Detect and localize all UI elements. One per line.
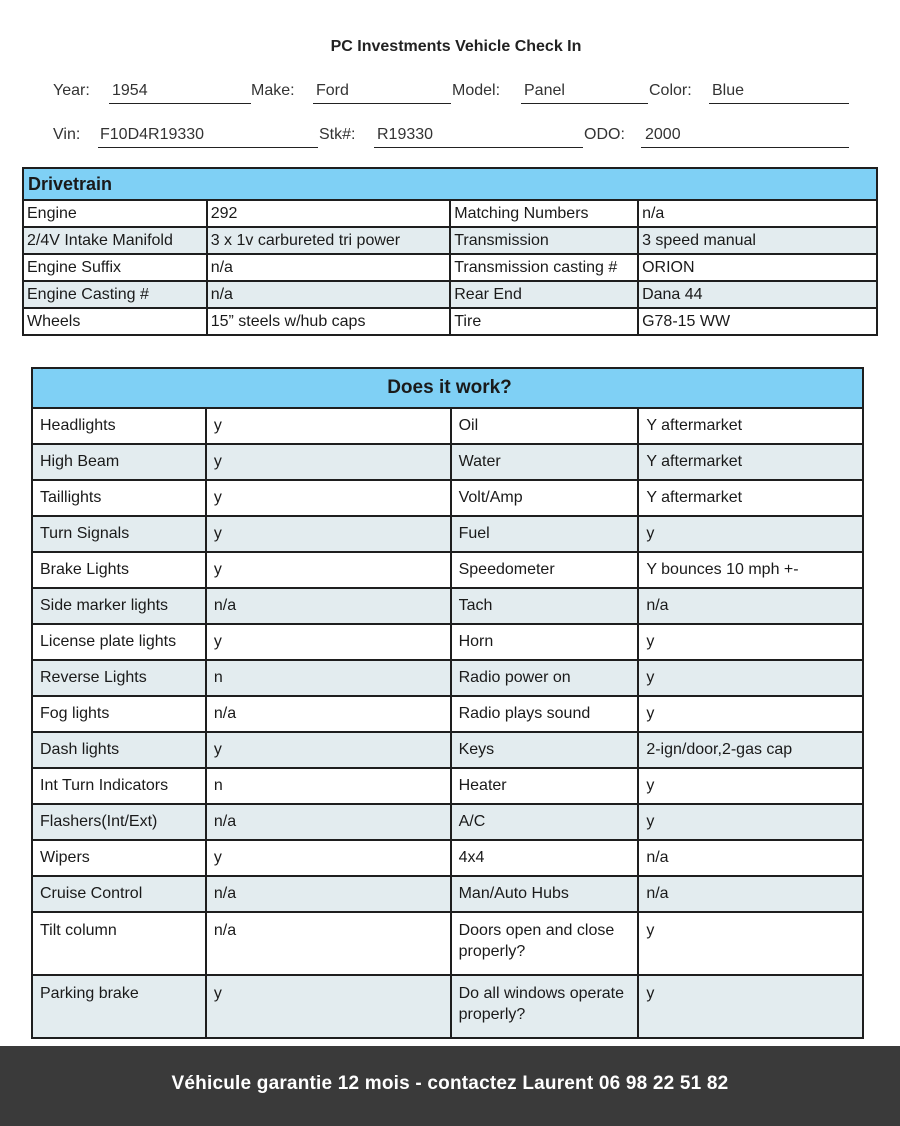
- works-item-label: Wipers: [32, 840, 206, 876]
- drivetrain-item-value-2: n/a: [638, 200, 877, 227]
- works-item-value-2: Y aftermarket: [638, 480, 863, 516]
- works-header-row: [32, 368, 863, 408]
- make-value: Ford: [316, 82, 349, 99]
- works-item-value: y: [206, 624, 451, 660]
- works-item-label-2: A/C: [451, 804, 639, 840]
- works-item-label: Taillights: [32, 480, 206, 516]
- table-row: [32, 408, 863, 444]
- drivetrain-item-label-2: Tire: [450, 308, 638, 335]
- make-underline: [313, 103, 451, 104]
- works-item-value: y: [206, 516, 451, 552]
- odo-label: ODO:: [584, 126, 625, 143]
- works-item-value-2: y: [638, 660, 863, 696]
- table-row: [23, 227, 877, 254]
- works-item-value: y: [206, 975, 451, 1038]
- document-title: PC Investments Vehicle Check In: [330, 38, 582, 55]
- drivetrain-item-label: Engine: [23, 200, 207, 227]
- works-item-label-2: Doors open and close properly?: [451, 912, 639, 975]
- stk-underline: [374, 147, 583, 148]
- works-item-value-2: y: [638, 516, 863, 552]
- drivetrain-item-label: Engine Casting #: [23, 281, 207, 308]
- table-row: [32, 660, 863, 696]
- works-item-value: n/a: [206, 804, 451, 840]
- works-item-value: y: [206, 480, 451, 516]
- works-item-value-2: y: [638, 912, 863, 975]
- works-item-value: y: [206, 552, 451, 588]
- works-item-value: y: [206, 840, 451, 876]
- stk-value: R19330: [377, 126, 434, 143]
- year-value: 1954: [112, 82, 148, 99]
- table-row: [23, 281, 877, 308]
- works-item-label-2: Tach: [451, 588, 639, 624]
- drivetrain-item-value: 15” steels w/hub caps: [207, 308, 451, 335]
- model-label: Model:: [452, 82, 501, 99]
- works-item-value: y: [206, 444, 451, 480]
- drivetrain-item-value: 3 x 1v carbureted tri power: [207, 227, 451, 254]
- drivetrain-item-label-2: Matching Numbers: [450, 200, 638, 227]
- drivetrain-item-label: Wheels: [23, 308, 207, 335]
- drivetrain-item-value-2: 3 speed manual: [638, 227, 877, 254]
- table-row: [32, 516, 863, 552]
- color-value: Blue: [712, 82, 745, 99]
- table-row: [32, 444, 863, 480]
- drivetrain-item-value-2: ORION: [638, 254, 877, 281]
- works-item-label: Cruise Control: [32, 876, 206, 912]
- table-row: [32, 975, 863, 1038]
- works-item-label-2: Oil: [451, 408, 639, 444]
- table-row: [32, 696, 863, 732]
- works-title: Does it work?: [32, 368, 863, 408]
- works-item-value-2: y: [638, 975, 863, 1038]
- works-item-label-2: 4x4: [451, 840, 639, 876]
- works-item-label-2: Water: [451, 444, 639, 480]
- table-row: [32, 768, 863, 804]
- drivetrain-item-label-2: Rear End: [450, 281, 638, 308]
- works-item-label: Dash lights: [32, 732, 206, 768]
- table-row: [32, 732, 863, 768]
- odo-value: 2000: [645, 126, 681, 143]
- works-item-label: Fog lights: [32, 696, 206, 732]
- make-label: Make:: [251, 82, 295, 99]
- works-item-value: n/a: [206, 696, 451, 732]
- works-item-label-2: Speedometer: [451, 552, 639, 588]
- works-item-value: y: [206, 732, 451, 768]
- works-item-label-2: Heater: [451, 768, 639, 804]
- vin-value: F10D4R19330: [100, 126, 205, 143]
- works-item-label-2: Radio plays sound: [451, 696, 639, 732]
- works-item-value-2: Y bounces 10 mph +-: [638, 552, 863, 588]
- drivetrain-item-label: Engine Suffix: [23, 254, 207, 281]
- table-row: [32, 588, 863, 624]
- table-row: [32, 552, 863, 588]
- table-row: [32, 912, 863, 975]
- vin-underline: [98, 147, 318, 148]
- works-item-value-2: y: [638, 804, 863, 840]
- does-it-work-table: [31, 367, 864, 1039]
- drivetrain-item-label: 2/4V Intake Manifold: [23, 227, 207, 254]
- drivetrain-item-value: n/a: [207, 281, 451, 308]
- model-underline: [521, 103, 648, 104]
- drivetrain-item-value-2: G78-15 WW: [638, 308, 877, 335]
- works-item-value-2: 2-ign/door,2-gas cap: [638, 732, 863, 768]
- works-item-value: n: [206, 768, 451, 804]
- works-item-value: n/a: [206, 876, 451, 912]
- footer-banner: Véhicule garantie 12 mois - contactez Laurent 06 98 22 51 82: [0, 1046, 900, 1126]
- model-value: Panel: [524, 82, 565, 99]
- table-row: [32, 804, 863, 840]
- works-item-label: Int Turn Indicators: [32, 768, 206, 804]
- drivetrain-item-label-2: Transmission casting #: [450, 254, 638, 281]
- table-row: [32, 624, 863, 660]
- year-underline: [109, 103, 251, 104]
- works-item-label-2: Man/Auto Hubs: [451, 876, 639, 912]
- works-item-label: Parking brake: [32, 975, 206, 1038]
- works-item-value-2: Y aftermarket: [638, 444, 863, 480]
- drivetrain-table: [22, 167, 878, 336]
- works-item-label: Brake Lights: [32, 552, 206, 588]
- works-item-label: High Beam: [32, 444, 206, 480]
- works-item-label-2: Radio power on: [451, 660, 639, 696]
- drivetrain-item-value: n/a: [207, 254, 451, 281]
- year-label: Year:: [53, 82, 90, 99]
- works-item-label: License plate lights: [32, 624, 206, 660]
- works-item-value-2: n/a: [638, 840, 863, 876]
- works-item-label: Side marker lights: [32, 588, 206, 624]
- drivetrain-item-value: 292: [207, 200, 451, 227]
- works-item-label: Turn Signals: [32, 516, 206, 552]
- table-row: [32, 480, 863, 516]
- works-item-label-2: Keys: [451, 732, 639, 768]
- table-row: [23, 200, 877, 227]
- works-item-value-2: n/a: [638, 588, 863, 624]
- drivetrain-item-label-2: Transmission: [450, 227, 638, 254]
- works-item-label: Reverse Lights: [32, 660, 206, 696]
- color-underline: [709, 103, 849, 104]
- works-item-value-2: Y aftermarket: [638, 408, 863, 444]
- works-item-value-2: n/a: [638, 876, 863, 912]
- works-item-label-2: Horn: [451, 624, 639, 660]
- works-item-value-2: y: [638, 696, 863, 732]
- works-item-value: n: [206, 660, 451, 696]
- works-item-label-2: Volt/Amp: [451, 480, 639, 516]
- works-item-label: Flashers(Int/Ext): [32, 804, 206, 840]
- works-item-value-2: y: [638, 768, 863, 804]
- table-row: [23, 308, 877, 335]
- works-item-value-2: y: [638, 624, 863, 660]
- table-row: [23, 254, 877, 281]
- works-item-label-2: Do all windows operate properly?: [451, 975, 639, 1038]
- works-item-value: n/a: [206, 912, 451, 975]
- table-row: [32, 876, 863, 912]
- drivetrain-item-value-2: Dana 44: [638, 281, 877, 308]
- works-item-value: n/a: [206, 588, 451, 624]
- table-row: [32, 840, 863, 876]
- stk-label: Stk#:: [319, 126, 356, 143]
- drivetrain-title: Drivetrain: [23, 168, 877, 200]
- vin-label: Vin:: [53, 126, 81, 143]
- odo-underline: [641, 147, 849, 148]
- works-item-label: Headlights: [32, 408, 206, 444]
- works-item-label-2: Fuel: [451, 516, 639, 552]
- works-item-label: Tilt column: [32, 912, 206, 975]
- drivetrain-header-row: [23, 168, 877, 200]
- color-label: Color:: [649, 82, 692, 99]
- works-item-value: y: [206, 408, 451, 444]
